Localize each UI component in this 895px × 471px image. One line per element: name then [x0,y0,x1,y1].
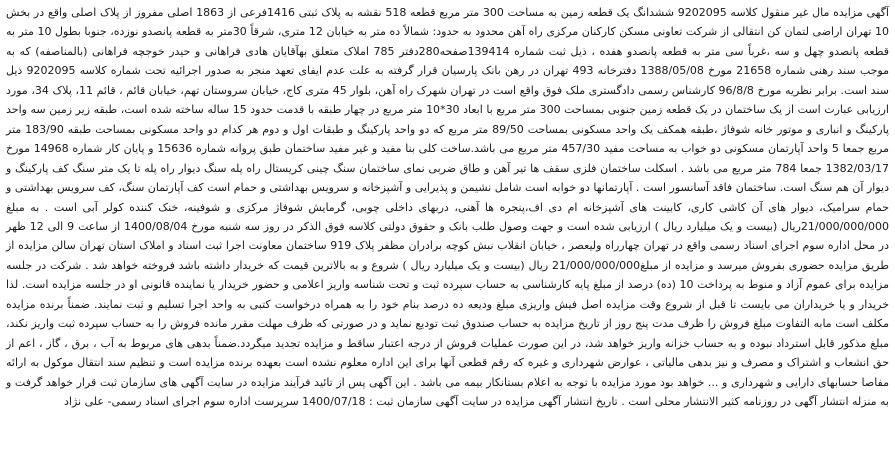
auction-notice-text: آگهی مزایده مال غیر منقول کلاسه 9202095 ششدانگ یک قطعه زمین به مساحت 300 متر مربع قطعه 518 نقشه به پلاک ثبتی 1416فرعی از 1863 اصلی مفروز از پلاک اصلی واقع در بخش 10 تهران اراضی لتمان کن انتقالی از شرکت تعاونی مسکن کارکنان مرکزی راه آهن محدود به حدود: شمالاً ده متر به خیابان 12 متری، شرقاً 30متر به قطعه پانصدو نوزده، جنوبا بطول 10 متر به قطعه پانصدو چهل و سه ،غرباً سی متر به قطعه پانصدو هفده ، ذیل ثبت شماره 139414صفحه280دفتر 785 املاک متعلق بهآقایان هادی فراهانی و حیدر خوجچه فراهانی (بالمناصفه) که به موجب سند رهنی شماره 21658 مورخ 1388/05/08 دفترخانه 493 تهران در رهن بانک پارسیان قرار گرفته به علت عدم ایفای تعهد منجر به صدور اجرائیه تحت شماره کلاسه 9202095 ذیل سند است. برابر نظریه مورخ 96/8/8 کارشناس رسمی دادگستری ملک فوق واقع است در تهران شهرک راه آهن، بلوار 45 متری کاج، خیابان سروستان تهم، خیابان قائم ، قائم 11، پلاک 34، مورد ارزیابی عبارت است از یک ساختمان در یک قطعه زمین جنوبی بمساحت 300 متر مربع با ابعاد 30*10 متر مربع در چهار طبقه با قدمت حدود 15 ساله ساخته شده است، طبقه زیر زمین سه واحد پارکینگ و انباری و موتور خانه شوفاژ ،طبقه همکف یک واحد مسکونی بمساحت 89/50 متر مربع که دو واحد پارکینگ و طبقات اول و دوم هر کدام دو واحد مسکونی بمساحت طبقه 183/90 متر مربع جمعا 5 واحد آپارتمان مسکونی دو خواب به مساحت مفید 457/30 متر مربع می باشد.ساخت کلی بنا مفید و غیر مفید ساختمان طبق پروانه شماره 15636 و پایان کار شماره 14968 مورخ 1382/03/17 جمعا 784 متر مربع می باشد . اسکلت ساختمان فلزی سقف ها تیر آهن و طاق ضربی نمای ساختمان سنگ چینی کریستال راه پله سنگ دیوار راه پله تا یک متر سنگ کف پارکینگ و دیوار آن هم سنگ است. ساختمان فاقد آسانسور است . آپارتمانها دو خوابه است شامل نشیمن و پذیرایی و آشپزخانه و سرویس بهداشتی و حمام است کف آپارتمان سنگ، کف سرویس بهداشتی و حمام سرامیک، دیوار های آن کاشی کاری، کابینت های آشپزخانه ام دی اف،پنجره ها آهنی، دربهای داخلی چوبی، گرمایش شوفاژ مرکزی و شوفینه، خنک کننده کولر آبی است . به مبلغ 21/000/000/000ریال (بیست و یک میلیارد ریال ) ارزیابی شده است و جهت وصول طلب بانک و حقوق دولتی کلاسه فوق الذکر در روز سه شنبه مورخ 1400/08/04 از ساعت 9 الی 12 ظهر در محل اداره سوم اجرای اسناد رسمی واقع در تهران چهارراه ولیعصر ، خیابان انقلاب نبش کوچه برادران مظفر پلاک 919 ساختمان معاونت اجرا ثبت اسناد و املاک استان تهران سالن مزایده از طریق مزایده حضوری بفروش میرسد و مزایده از مبلغ21/000/000/000 ریال (بیست و یک میلیارد ریال ) شروع و به بالاترین قیمت که خریدار داشته باشد فروخته خواهد شد . شرکت در جلسه مزایده برای عموم آزاد و منوط به پرداخت 10 (ده) درصد از مبلغ پایه کارشناسی به حساب سپرده ثبت و تحت شناسه واریز اعلامی و حضور خریدار یا نماینده قانونی او در جلسه مزایده است. لذا خریدار و یا خریداران می بایست تا قبل از شروع وقت مزایده اصل فیش واریزی مبلغ ودیعه ده درصد بنام خود را به همراه درخواست کتبی به واحد اجرا تسلیم و ثبت نمایند. ضمناً برنده مزایده مکلف است مابه التفاوت مبلغ فروش را ظرف مدت پنج روز از تاریخ مزایده به حساب صندوق ثبت تودیع نماید و در صورتی که ظرف مهلت مقرر مانده فروش را به حساب سپرده ثبت واریز نکند، مبلغ مذکور قابل استرداد نبوده و به حساب خزانه واریز خواهد شد، در این صورت عملیات فروش از درجه اعتبار ساقط و مزایده تجدید میگردد.ضمناً بدهی های مربوط به آب ، برق ، گاز ، اعم از حق انشعاب و اشتراک و مصرف و نیز بدهی مالیاتی ، عوارض شهرداری و غیره که رقم قطعی آنها برای این اداره معلوم نشده است بعهده برنده مزایده است و تنظیم سند انتقال موکول به ارائه مفاصا حسابهای دارایی و شهرداری و ... خواهد بود مورد مزایده با توجه به اعلام بستانکار بیمه می باشد . این آگهی پس از تائید فرآیند مزایده در سایت آگهی های سازمان ثبت قرار خواهد گرفت و به منزله انتشار آگهی در روزنامه کثیر الانتشار محلی است . تاریخ انتشار آگهی مزایده در سایت آگهی سازمان ثبت : 1400/07/18 سرپرست اداره سوم اجرای اسناد رسمی- علی نژاد [6,6,890,409]
